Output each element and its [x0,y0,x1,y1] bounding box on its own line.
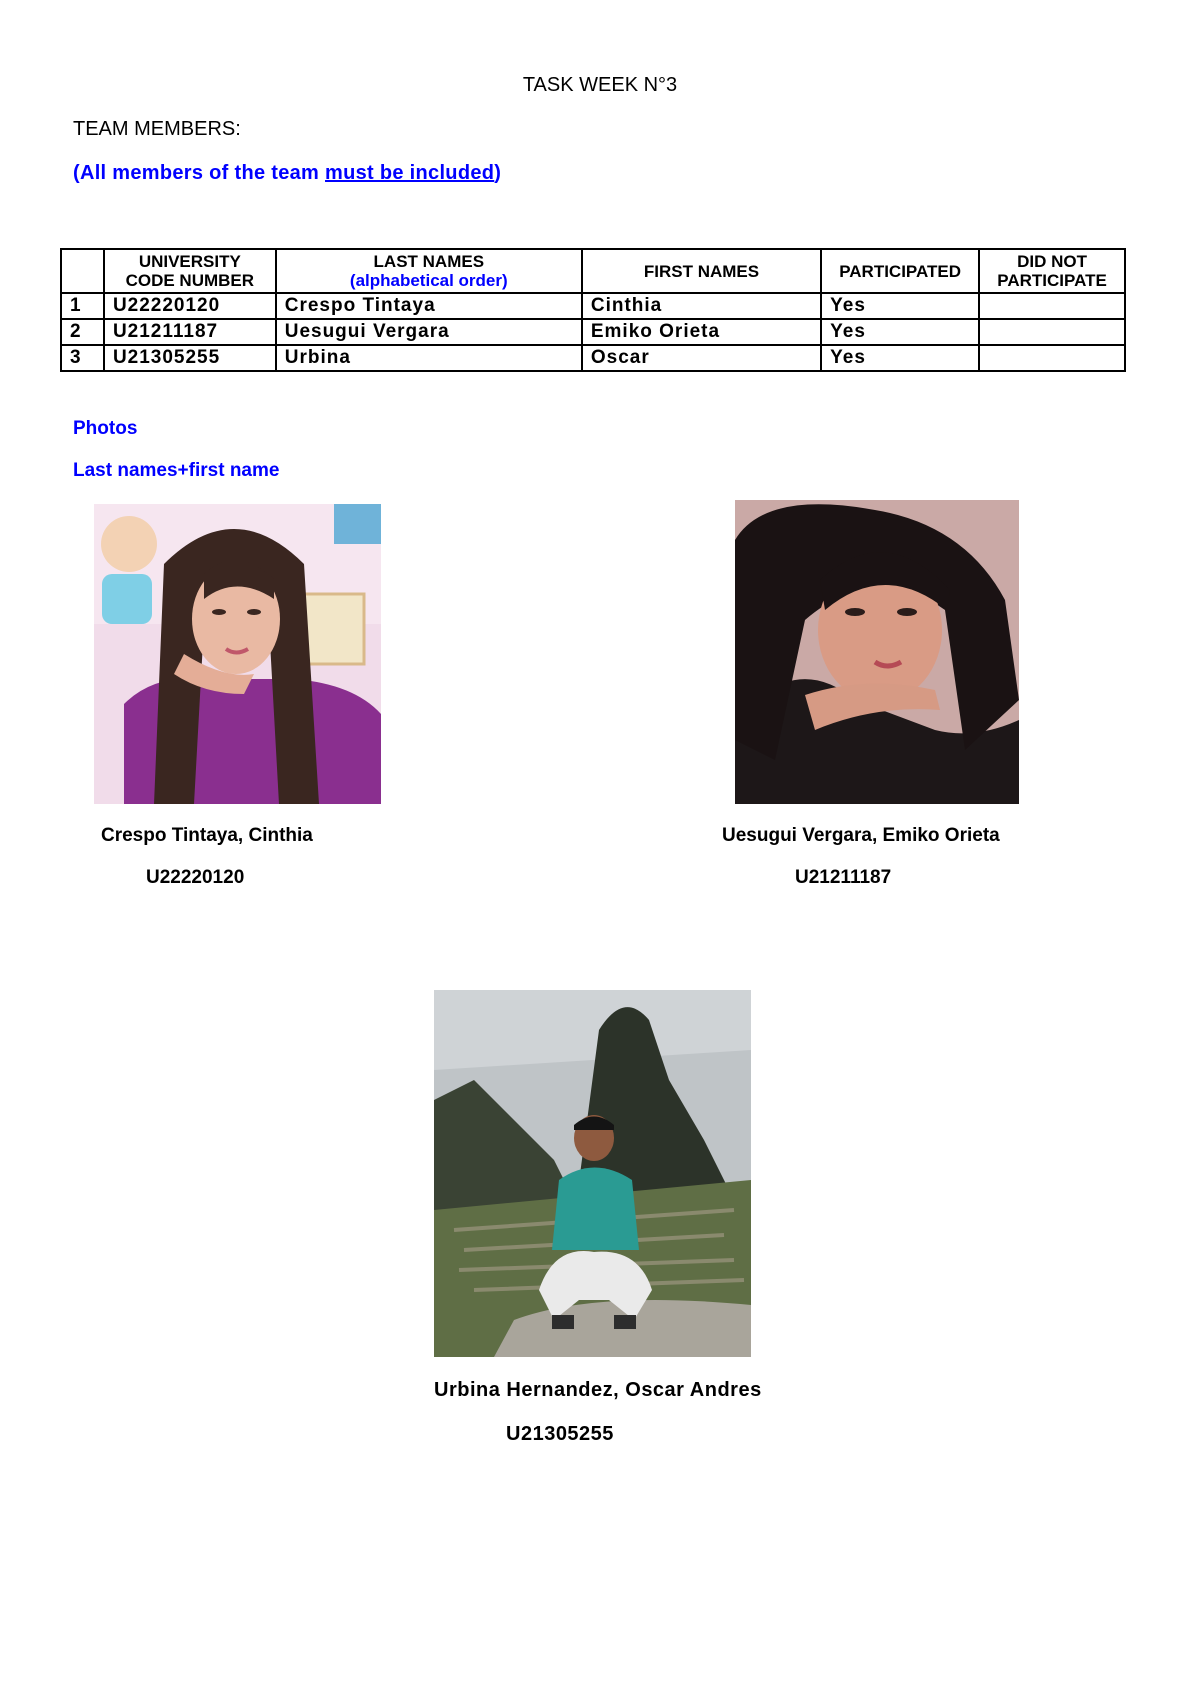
cell-last-name: Urbina [276,345,582,371]
table-header-row [61,249,1125,293]
header-code [104,249,276,293]
cell-number: 1 [61,293,104,319]
member-photo-3 [434,990,751,1357]
team-members-label: TEAM MEMBERS: [73,118,241,140]
header-number [61,249,104,293]
cell-number: 3 [61,345,104,371]
name-format-heading: Last names+first name [73,460,280,481]
cell-number: 2 [61,319,104,345]
cell-participated: Yes [821,293,979,319]
header-code-line1: UNIVERSITY [138,252,241,271]
header-did-not-line2: PARTICIPATE [997,271,1107,290]
inclusion-note [73,162,501,185]
page-title: TASK WEEK N°3 [522,74,678,96]
header-participated: PARTICIPATED [821,249,979,293]
header-first-names: FIRST NAMES [582,249,821,293]
cell-code: U21211187 [104,319,276,345]
team-members-table [60,248,1126,372]
cell-last-name: Crespo Tintaya [276,293,582,319]
note-underlined: must be included [325,162,495,184]
member-code-3: U21305255 [506,1423,614,1445]
member-name-3: Urbina Hernandez, Oscar Andres [434,1379,762,1401]
header-last-names [276,249,582,293]
member-photo-2 [735,500,1019,804]
cell-did-not [979,293,1125,319]
header-last-names-sub: (alphabetical order) [349,271,508,290]
table-row [61,319,1125,345]
cell-first-name: Emiko Orieta [582,319,821,345]
photos-heading: Photos [73,418,138,439]
cell-did-not [979,345,1125,371]
member-photo-1 [94,504,381,804]
cell-last-name: Uesugui Vergara [276,319,582,345]
header-last-names-label: LAST NAMES [373,252,485,271]
cell-participated: Yes [821,345,979,371]
member-code-1: U22220120 [146,867,245,888]
cell-first-name: Oscar [582,345,821,371]
cell-code: U22220120 [104,293,276,319]
member-name-1: Crespo Tintaya, Cinthia [101,825,313,846]
table-row [61,293,1125,319]
note-suffix: ) [494,162,502,184]
member-name-2: Uesugui Vergara, Emiko Orieta [722,825,1000,846]
cell-did-not [979,319,1125,345]
member-code-2: U21211187 [795,867,892,888]
cell-code: U21305255 [104,345,276,371]
cell-participated: Yes [821,319,979,345]
header-did-not-line1: DID NOT [1017,252,1087,271]
note-prefix: (All members of the team [73,162,326,184]
table-row [61,345,1125,371]
header-did-not [979,249,1125,293]
cell-first-name: Cinthia [582,293,821,319]
header-code-line2: CODE NUMBER [125,271,255,290]
